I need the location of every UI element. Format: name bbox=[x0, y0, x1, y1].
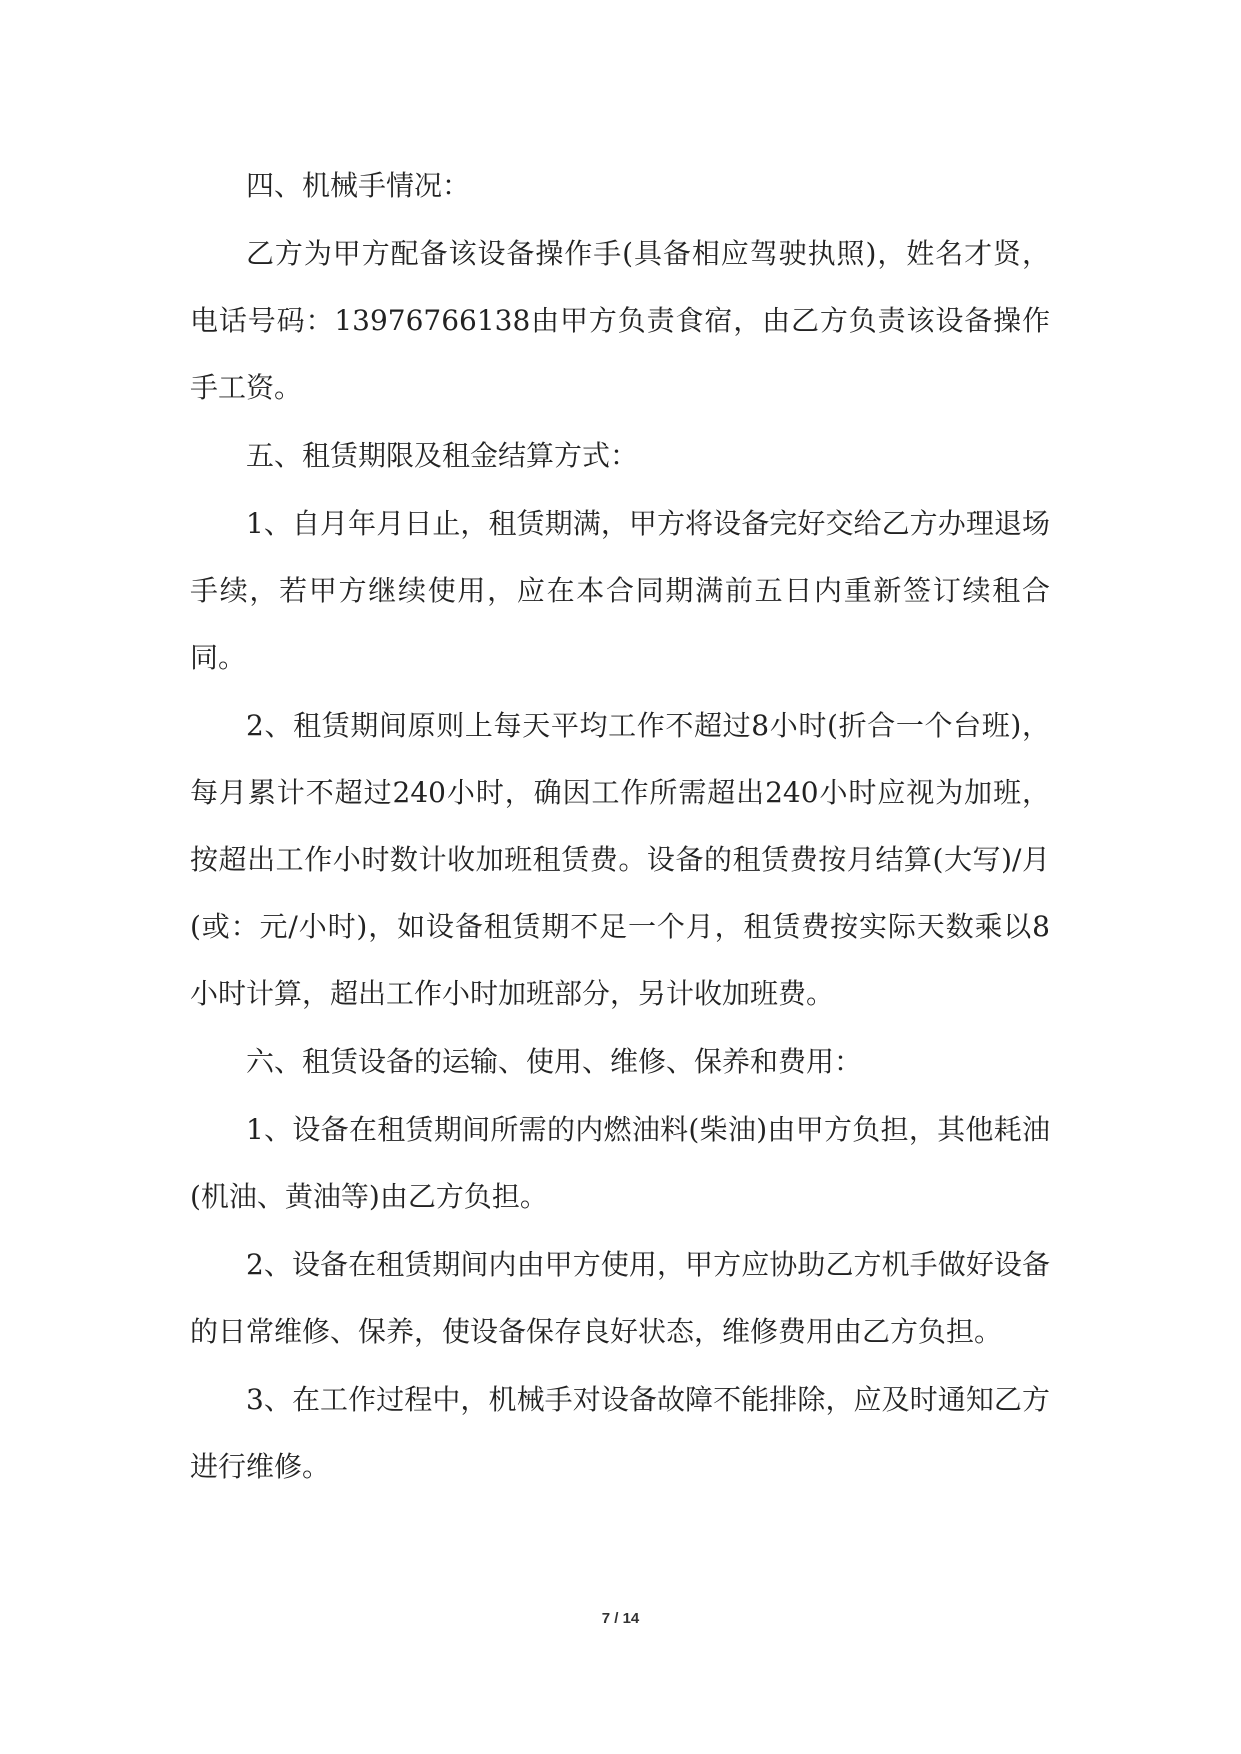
paragraph-lease-term-2: 2、租赁期间原则上每天平均工作不超过8小时(折合一个台班)，每月累计不超过240小时，确因工作所需超出240小时应视为加班，按超出工作小时数计收加班租赁费。设备的租赁费按月结算(大写)/月(或：元/小时)，如设备租赁期不足一个月，租赁费按实际天数乘以8小时计算，超出工作小时加班部分，另计收加班费。 bbox=[190, 709, 1050, 1010]
section-heading-equipment-use: 六、租赁设备的运输、使用、维修、保养和费用： bbox=[246, 1045, 863, 1078]
paragraph-mechanic-info: 乙方为甲方配备该设备操作手(具备相应驾驶执照)，姓名才贤，电话号码：13976766138由甲方负责食宿，由乙方负责该设备操作手工资。 bbox=[190, 237, 1050, 404]
paragraph-equipment-use-2: 2、设备在租赁期间内由甲方使用，甲方应协助乙方机手做好设备的日常维修、保养，使设备保存良好状态，维修费用由乙方负担。 bbox=[190, 1248, 1050, 1348]
page-number: 7 / 14 bbox=[601, 1610, 640, 1627]
section-heading-mechanic: 四、机械手情况： bbox=[246, 169, 471, 202]
section-heading-lease-term: 五、租赁期限及租金结算方式： bbox=[246, 439, 639, 472]
document-body bbox=[190, 152, 1050, 1501]
paragraph-lease-term-1: 1、自月年月日止，租赁期满，甲方将设备完好交给乙方办理退场手续，若甲方继续使用，应在本合同期满前五日内重新签订续租合同。 bbox=[190, 507, 1050, 674]
paragraph-equipment-use-1: 1、设备在租赁期间所需的内燃油料(柴油)由甲方负担，其他耗油(机油、黄油等)由乙方负担。 bbox=[190, 1113, 1050, 1213]
paragraph-equipment-use-3: 3、在工作过程中，机械手对设备故障不能排除，应及时通知乙方进行维修。 bbox=[190, 1383, 1050, 1483]
